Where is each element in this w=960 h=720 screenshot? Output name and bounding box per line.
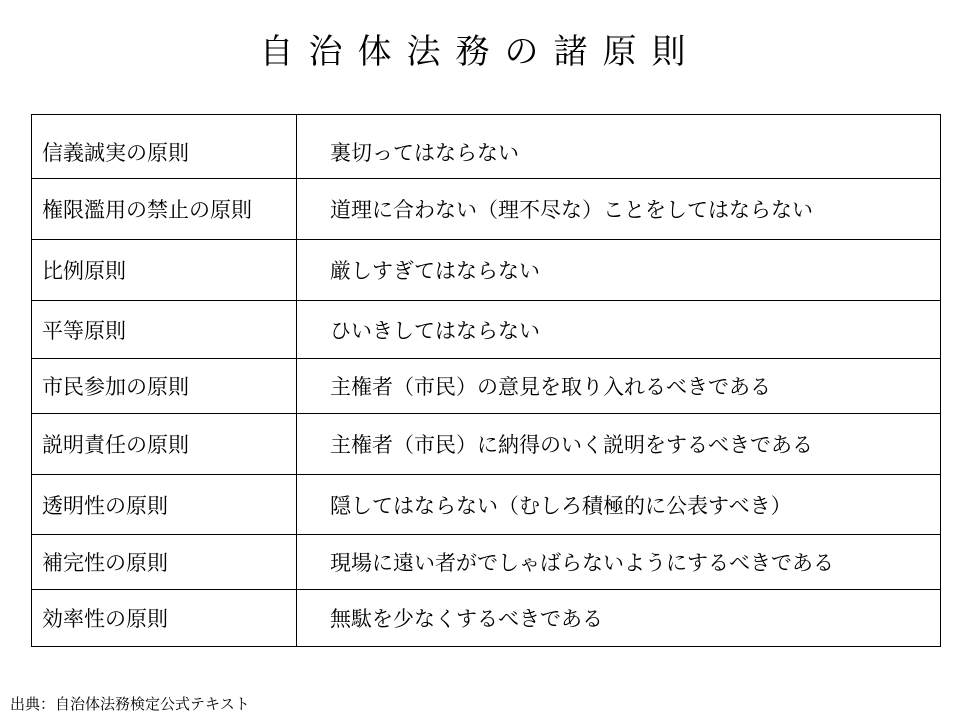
slide-title: 自治体法務の諸原則 — [259, 32, 701, 72]
table-row — [32, 414, 941, 475]
table-row — [32, 590, 941, 647]
principle-description: 現場に遠い者がでしゃばらないようにするべきである — [297, 535, 941, 590]
principle-name: 効率性の原則 — [32, 590, 297, 647]
principle-name: 透明性の原則 — [32, 475, 297, 535]
principle-description: 道理に合わない（理不尽な）ことをしてはならない — [297, 179, 941, 240]
principle-description: ひいきしてはならない — [297, 301, 941, 359]
table-row — [32, 301, 941, 359]
source-citation: 出典：自治体法務検定公式テキスト — [10, 695, 250, 713]
principle-description: 隠してはならない（むしろ積極的に公表すべき） — [297, 475, 941, 535]
principle-description: 主権者（市民）に納得のいく説明をするべきである — [297, 414, 941, 475]
table-row — [32, 359, 941, 414]
table-row — [32, 115, 941, 179]
table-row — [32, 475, 941, 535]
principle-description: 主権者（市民）の意見を取り入れるべきである — [297, 359, 941, 414]
principle-name: 権限濫用の禁止の原則 — [32, 179, 297, 240]
table-row — [32, 179, 941, 240]
table-row — [32, 535, 941, 590]
principle-name: 比例原則 — [32, 240, 297, 301]
table-row — [32, 240, 941, 301]
principle-name: 信義誠実の原則 — [32, 115, 297, 179]
principles-table — [31, 114, 941, 647]
principle-description: 無駄を少なくするべきである — [297, 590, 941, 647]
principle-name: 説明責任の原則 — [32, 414, 297, 475]
principle-name: 補完性の原則 — [32, 535, 297, 590]
principle-description: 裏切ってはならない — [297, 115, 941, 179]
principle-name: 市民参加の原則 — [32, 359, 297, 414]
principle-description: 厳しすぎてはならない — [297, 240, 941, 301]
principle-name: 平等原則 — [32, 301, 297, 359]
